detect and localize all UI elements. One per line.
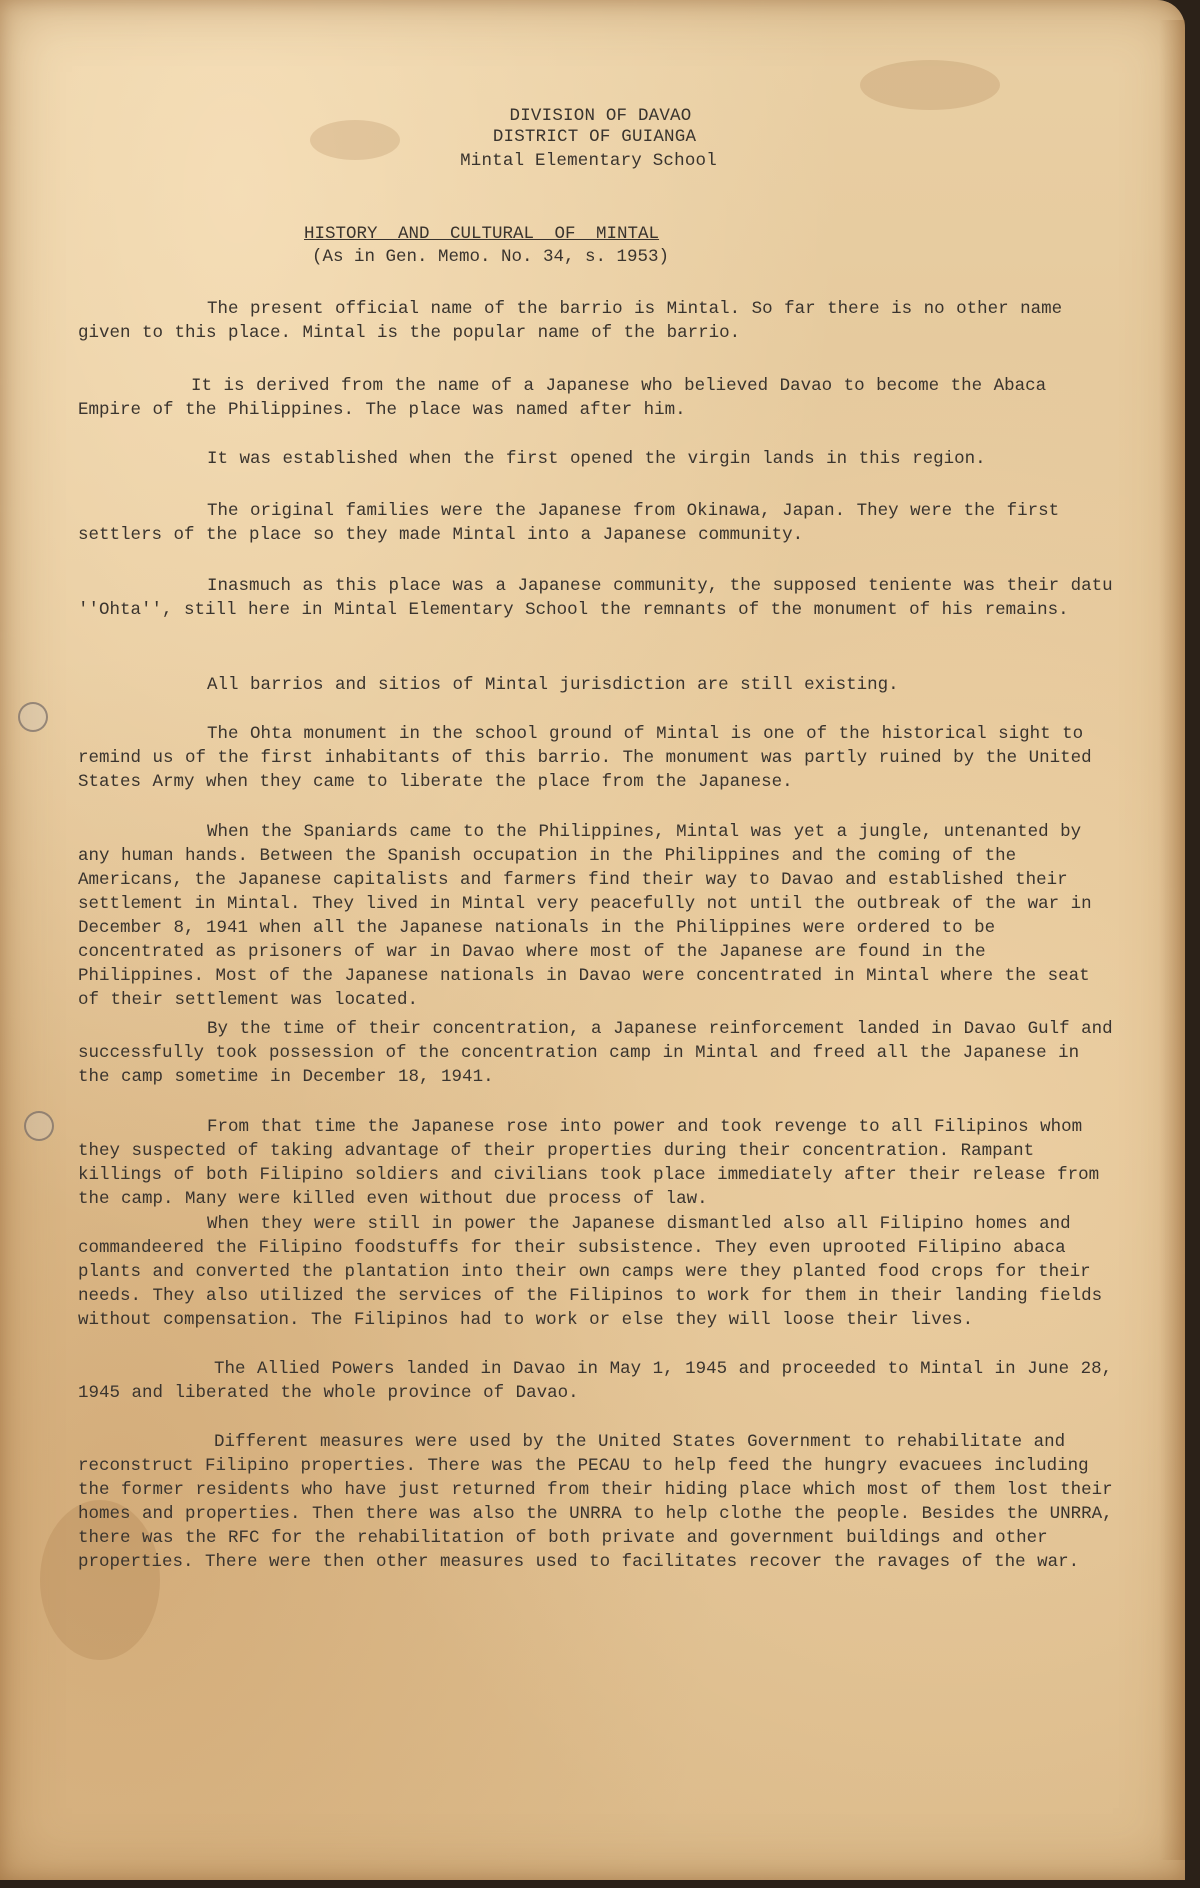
document-subtitle: (As in Gen. Memo. No. 34, s. 1953): [312, 247, 670, 267]
paragraph: Different measures were used by the United States Government to rehabilitate and reconstruct Filipino properties. There was the PECAU to help feed the hungry evacuees including the former residents who have just returned from their hiding place which most of them lost their homes and properties. Then there was also the UNRRA to help clothe the people. Besides the UNRRA, there was the RFC for the rehabilitation of both private and government buildings and other properties. There were then other measures used to facilitates recover the ravages of the war.: [78, 1432, 1113, 1572]
paper-stain: [860, 60, 1000, 110]
header-district: DISTRICT OF GUIANGA: [492, 127, 697, 147]
page-edge-shadow: [1159, 20, 1185, 1860]
paragraph: When the Spaniards came to the Philippines, Mintal was yet a jungle, untenanted by any human hands. Between the Spanish occupation in the Philippines and the coming of the Americans, the Japanese capitalists and farmers find their way to Davao and established their settlement in Mintal. They lived in Mintal very peacefully not until the outbreak of the war in December 8, 1941 when all the Japanese nationals in the Philippines were ordered to be concentrated as prisoners of war in Davao where most of the Japanese are found in the Philippines. Most of the Japanese nationals in Davao were concentrated in Mintal where the seat of their settlement was located.: [78, 822, 1092, 1010]
punch-hole: [24, 1111, 54, 1141]
paragraph: It was established when the first opened the virgin lands in this region.: [207, 449, 986, 469]
paragraph: By the time of their concentration, a Japanese reinforcement landed in Davao Gulf and successfully took possession of the concentration camp in Mintal and freed all the Japanese in the camp sometime in December 18, 1941.: [78, 1019, 1113, 1087]
paragraph: From that time the Japanese rose into power and took revenge to all Filipinos whom they suspected of taking advantage of their properties during their concentration. Rampant killings of both Filipino soldiers and civilians took place immediately after their release from the camp. Many were killed even without due process of law.: [78, 1117, 1100, 1209]
paragraph: The Ohta monument in the school ground of Mintal is one of the historical sight to remind us of the first inhabitants of this barrio. The monument was partly ruined by the United States Army when they came to liberate the place from the Japanese.: [78, 724, 1092, 792]
paragraph: When they were still in power the Japanese dismantled also all Filipino homes and commandeered the Filipino foodstuffs for their subsistence. They even uprooted Filipino abaca plants and converted the plantation into their own camps were they planted food crops for their needs. They also utilized the services of the Filipinos to work for them in their landing fields without compensation. The Filipinos had to work or else they will loose their lives.: [78, 1214, 1103, 1330]
paragraph: The present official name of the barrio is Mintal. So far there is no other name given to this place. Mintal is the popular name of the barrio.: [78, 299, 1063, 343]
paragraph: The original families were the Japanese from Okinawa, Japan. They were the first settlers of the place so they made Mintal into a Japanese community.: [78, 501, 1060, 545]
paragraph: The Allied Powers landed in Davao in May 1, 1945 and proceeded to Mintal in June 28, 1945 and liberated the whole province of Davao.: [78, 1359, 1113, 1403]
document-title: HISTORY AND CULTURAL OF MINTAL: [304, 224, 660, 244]
paragraph: It is derived from the name of a Japanese who believed Davao to become the Abaca Empire of the Philippines. The place was named after him.: [78, 376, 1047, 420]
header-division: DIVISION OF DAVAO: [509, 106, 692, 126]
punch-hole: [18, 702, 48, 732]
paragraph: Inasmuch as this place was a Japanese community, the supposed teniente was their datu ''Ohta'', still here in Mintal Elementary School the remnants of the monument of his remains.: [78, 576, 1113, 620]
header-school: Mintal Elementary School: [460, 151, 717, 171]
paragraph: All barrios and sitios of Mintal jurisdiction are still existing.: [207, 675, 899, 695]
